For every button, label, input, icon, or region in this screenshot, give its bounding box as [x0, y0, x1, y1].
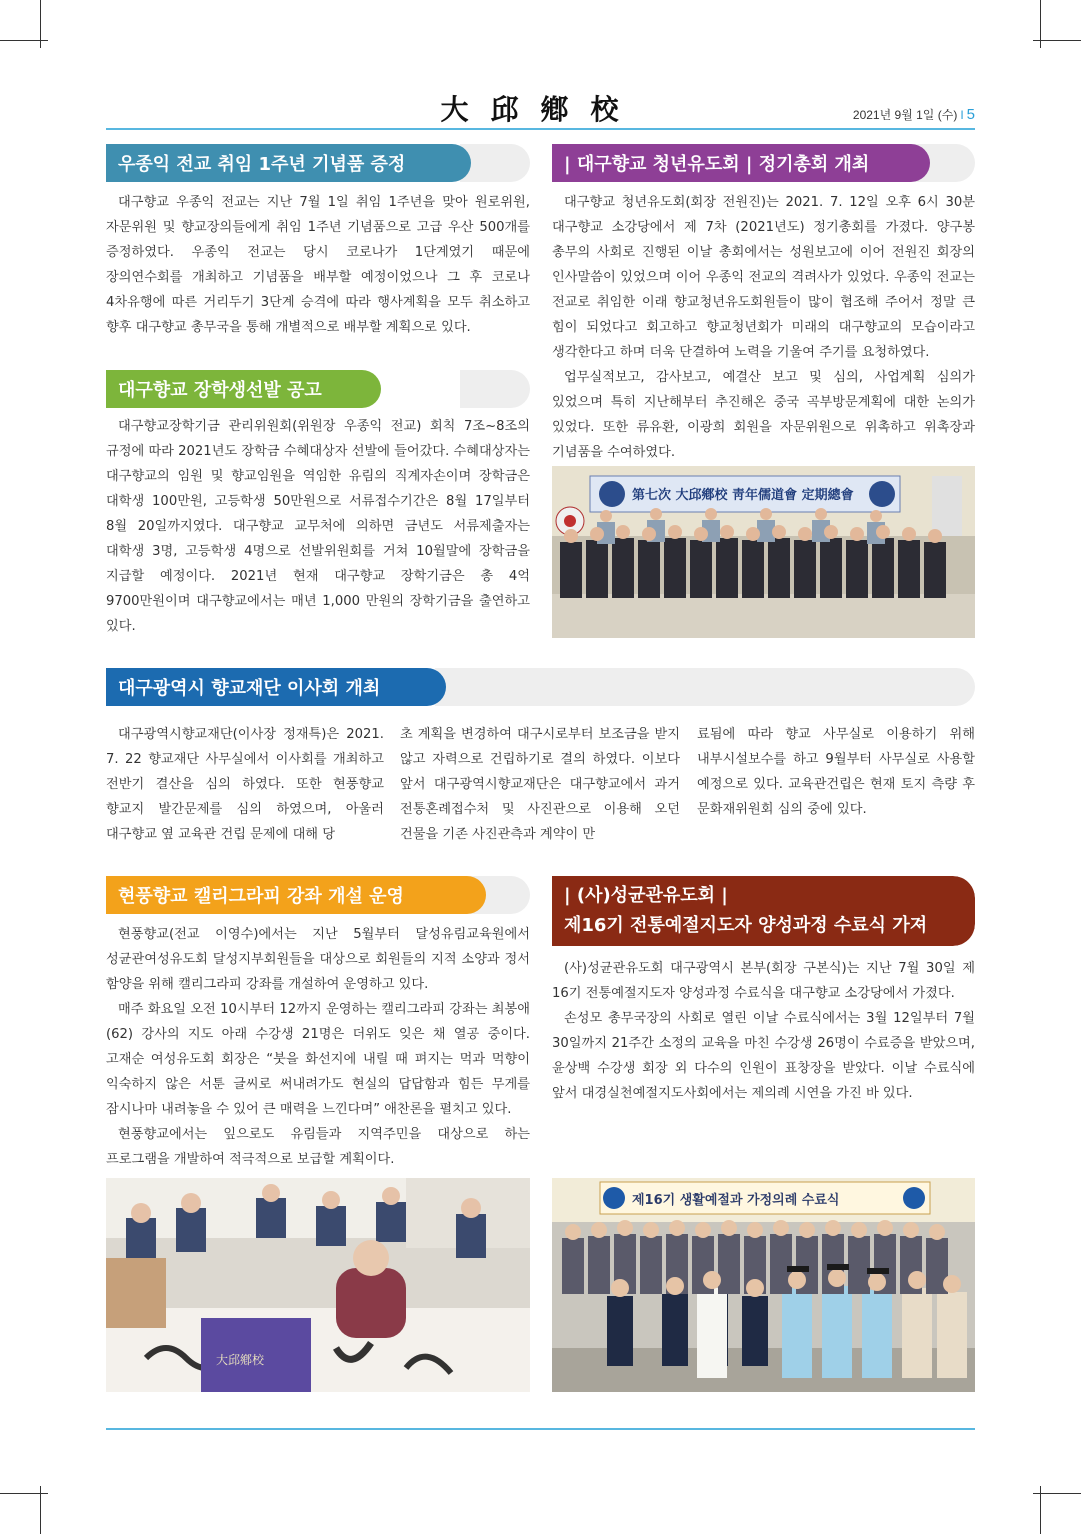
newspaper-title: 大邱鄕校 [440, 93, 641, 126]
youth-heading-band [552, 144, 975, 182]
ceremony-group-photo [552, 1178, 975, 1392]
youth-banner-text: 第七次 大邱鄕校 靑年儒道會 定期總會 [632, 488, 854, 503]
ceremony-heading [552, 876, 975, 946]
gift-heading-band [106, 144, 530, 182]
foundation-paragraph-1: 대구광역시향교재단(이사장 정재특)은 2021. 7. 22 향교재단 사무실에서 이사회를 개최하고 전반기 결산을 심의 하였다. 또한 현풍향교 향교지 발간문제를 심의 하였으며, 아울러 대구향교 옆 교육관 건립 문제에 대해 당 [106, 727, 384, 842]
gift-paragraph: 대구향교 우종익 전교는 지난 7월 1일 취임 1주년을 맞아 원로위원, 자문위원 및 향교장의들에게 취임 1주년 기념품으로 고급 우산 500개를 증정하였다. 우종익 전교는 당시 코로나가 1단계였기 때문에 장의연수회를 개최하고 기념품을 배부할 예정이었으나 그 후 코로나 4차유행에 따른 거리두기 3단계 승격에 따라 행사계획을 모두 취소하고 향후 대구향교 총무국을 통해 개별적으로 배부할 계획으로 있다. [106, 195, 530, 335]
calligraphy-paragraph-3: 현풍향교에서는 잎으로도 유림들과 지역주민을 대상으로 하는 프로그램을 개발하여 적극적으로 보급할 계획이다. [106, 1127, 530, 1167]
ceremony-body [552, 956, 975, 1106]
youth-paragraph-2: 업무실적보고, 감사보고, 예결산 보고 및 심의, 사업계획 심의가 있었으며 특히 지난해부터 추진해온 중국 곡부방문계획에 대한 논의가 있었다. 또한 류유환, 이광희 회원을 자문위원으로 위촉하고 위촉장과 기념품을 수여하였다. [552, 370, 975, 460]
ceremony-paragraph-2: 손성모 총무국장의 사회로 열린 이날 수료식에서는 3월 12일부터 7월 30일까지 21주간 소정의 교육을 마친 수강생 26명이 수료증을 받았으며, 윤상백 수강생 회장 외 다수의 인원이 표창장을 받았다. 이날 수료식에 앞서 대경실천예절지도사회에서는 제의례 시연을 가진 바 있다. [552, 1011, 975, 1101]
top-rule [106, 128, 975, 130]
scholarship-body [106, 414, 530, 639]
crop-mark [0, 1493, 48, 1494]
issue-date [853, 106, 975, 123]
calligraphy-paragraph-2: 매주 화요일 오전 10시부터 12까지 운영하는 캘리그라피 강좌는 최봉애(62) 강사의 지도 아래 수강생 21명은 더위도 잊은 채 열공 중이다. 고재순 여성유도회 회장은 “붓을 화선지에 내릴 때 펴지는 먹과 먹향이 익숙하지 않은 서툰 글씨로 써내려가도 현실의 답답함과 힘든 무게를 잠시나마 내려놓을 수 있어 큰 매력을 느낀다며” 애찬론을 펼치고 있다. [106, 1002, 530, 1117]
page-number: 5 [966, 106, 975, 123]
calligraphy-paragraph-1: 현풍향교(전교 이영수)에서는 지난 5월부터 달성유림교육원에서 성균관여성유도회 달성지부회원들을 대상으로 회원들의 지적 소양과 정서 함양을 위해 캘리그라피 강좌를 개설하여 운영하고 있다. [106, 927, 530, 992]
ceremony-banner-text: 제16기 생활예절과 가정의례 수료식 [632, 1193, 840, 1208]
foundation-paragraph-3: 료됨에 따라 향교 사무실로 이용하기 위해 내부시설보수를 하고 9월부터 사무실로 사용할 예정으로 있다. 교육관건립은 현재 토지 측량 후 문화재위원회 심의 중에 있다. [697, 727, 975, 817]
scholarship-paragraph: 대구향교장학기금 관리위원회(위원장 우종익 전교) 회칙 7조~8조의 규정에 따라 2021년도 장학금 수혜대상자 선발에 들어갔다. 수혜대상자는 대구향교의 임원 및 향교임원을 역임한 유림의 직계자손이며 장학금은 대학생 100만원, 고등학생 50만원으로 서류접수기간은 8월 17일부터 8월 20일까지였다. 대구향교 교무처에 의하면 금년도 서류제출자는 대학생 3명, 고등학생 4명으로 선발위원회를 거쳐 10월말에 장학금을 지급할 예정이다. 2021년 현재 대구향교 장학기금은 총 4억 9700만원이며 대구향교에서는 매년 1,000 만원의 장학기금을 출연하고 있다. [106, 419, 530, 634]
calligraphy-body [106, 922, 530, 1172]
foundation-paragraph-2: 초 계획을 변경하여 대구시로부터 보조금을 받지 않고 자력으로 건립하기로 결의 하였다. 이보다 앞서 대구광역시향교재단은 대구향교에서 과거 전통혼례접수처 및 사진관으로 이용해 오던 건물을 기존 사진관측과 계약이 만 [400, 727, 680, 842]
youth-heading: | 대구향교 청년유도회 | 정기총회 개최 [552, 144, 930, 182]
youth-paragraph-1: 대구향교 청년유도회(회장 전원진)는 2021. 7. 12일 오후 6시 30분 대구향교 소강당에서 제 7차 (2021년도) 정기총회를 가졌다. 양구봉 총무의 사회로 진행된 이날 총회에서는 성원보고에 이어 전원진 회장의 인사말씀이 있었으며 이어 우종익 전교의 격려사가 있었다. 우종익 전교는 전교로 취임한 이래 향교청년유도회원들이 많이 협조해 주어서 정말 큰 힘이 되었다고 회고하고 향교청년회가 미래의 대구향교의 모습이라고 생각한다고 하며 더욱 단결하여 노력을 기울여 주기를 요청하였다. [552, 195, 975, 360]
bottom-rule [106, 1428, 975, 1430]
calligraphy-heading: 현풍향교 캘리그라피 강좌 개설 운영 [106, 876, 486, 914]
calligraphy-class-photo [106, 1178, 530, 1392]
scholarship-heading-band [106, 370, 530, 408]
bag-text: 大邱鄕校 [216, 1353, 265, 1367]
foundation-col-2 [400, 722, 680, 847]
ceremony-heading-band [552, 876, 975, 946]
ceremony-heading-line-2: 제16기 전통예절지도자 양성과정 수료식 가져 [564, 915, 928, 936]
foundation-heading: 대구광역시 향교재단 이사회 개최 [106, 668, 446, 706]
foundation-col-1 [106, 722, 384, 847]
scholarship-heading: 대구향교 장학생선발 공고 [106, 370, 381, 408]
date-text: 2021년 9월 1일 (수) [852, 108, 958, 122]
date-separator: I [960, 108, 964, 122]
foundation-heading-band [106, 668, 975, 706]
youth-body [552, 190, 975, 465]
masthead [0, 88, 1081, 128]
ceremony-heading-line-1: | (사)성균관유도회 | [564, 885, 728, 906]
calligraphy-heading-band [106, 876, 530, 914]
ceremony-paragraph-1: (사)성균관유도회 대구광역시 본부(회장 구본식)는 지난 7월 30일 제 16기 전통예절지도자 양성과정 수료식을 대구향교 소강당에서 가졌다. [552, 961, 975, 1001]
crop-mark [0, 40, 48, 41]
crop-mark [1033, 1493, 1081, 1494]
crop-mark [1033, 40, 1081, 41]
foundation-col-3 [697, 722, 975, 822]
youth-group-photo [552, 466, 975, 638]
gift-heading: 우종익 전교 취임 1주년 기념품 증정 [106, 144, 471, 182]
gift-body [106, 190, 530, 340]
